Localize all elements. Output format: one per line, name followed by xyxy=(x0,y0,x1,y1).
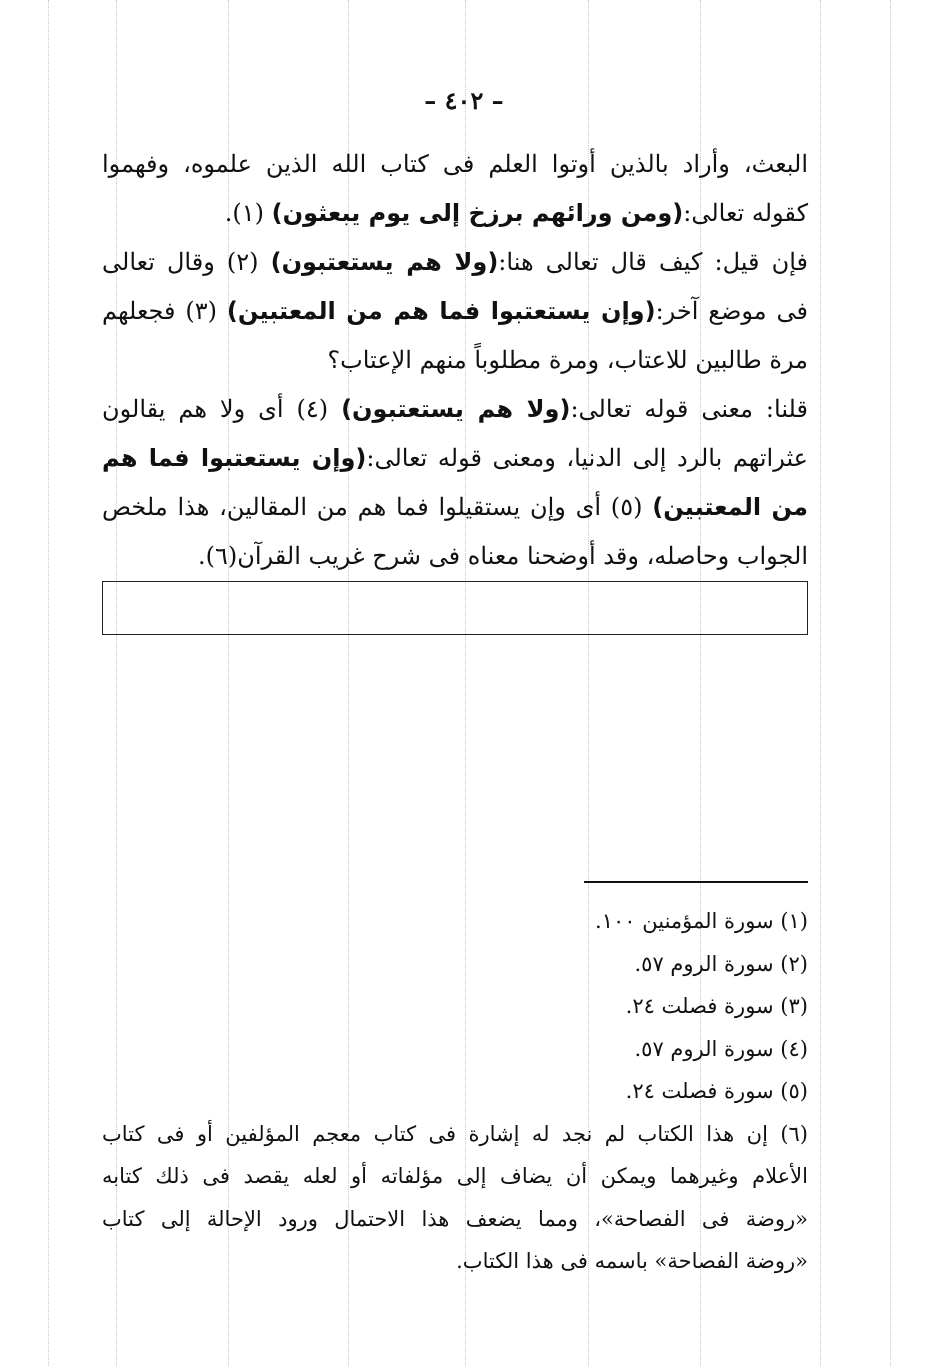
text-line xyxy=(102,532,808,581)
text-span: مرة طالبين للاعتاب، ومرة مطلوباً منهم الإعتاب؟ xyxy=(327,346,808,374)
quran-verse: (ومن ورائهم برزخ إلى يوم يبعثون) xyxy=(271,199,684,227)
text-line xyxy=(102,140,808,189)
text-span: (٤) أى ولا هم يقالون xyxy=(102,395,329,423)
text-span: (٣) فجعلهم xyxy=(102,297,218,325)
footnote-continued: «روضة الفصاحة» باسمه فى هذا الكتاب. xyxy=(456,1249,808,1273)
text-line xyxy=(102,385,808,434)
text-line xyxy=(102,434,808,483)
text-span: (٥) أى وإن يستقيلوا فما هم من المقالين، هذا ملخص xyxy=(102,493,643,521)
text-line xyxy=(102,189,808,238)
main-text xyxy=(102,140,808,581)
text-span: فإن قيل: كيف قال تعالى هنا: xyxy=(498,248,808,276)
page-number: – ٤٠٢ – xyxy=(424,86,504,115)
quran-verse: من المعتبين) xyxy=(652,493,808,521)
text-span: كقوله تعالى: xyxy=(683,199,808,227)
text-span: الجواب وحاصله، وقد أوضحنا معناه فى شرح غريب القرآن(٦). xyxy=(197,542,808,570)
footnote: (٣) سورة فصلت ٢٤. xyxy=(625,994,808,1018)
text-span: (٢) وقال تعالى xyxy=(102,248,259,276)
text-span: البعث، وأراد بالذين أوتوا العلم فى كتاب الله الذين علموه، وفهموا xyxy=(102,150,808,178)
scan-guide-line xyxy=(48,0,49,1366)
quran-verse: (ولا هم يستعتبون) xyxy=(341,395,571,423)
quran-verse: (وإن يستعتبوا فما هم xyxy=(102,444,367,472)
quran-verse: (وإن يستعتبوا فما هم من المعتبين) xyxy=(226,297,656,325)
text-line xyxy=(102,483,808,532)
footnote-separator xyxy=(584,881,808,883)
footnote: (١) سورة المؤمنين ١٠٠. xyxy=(595,909,808,933)
text-line xyxy=(102,238,808,287)
text-span: عثراتهم بالرد إلى الدنيا، ومعنى قوله تعالى: xyxy=(366,444,809,472)
quran-verse: (ولا هم يستعتبون) xyxy=(270,248,499,276)
text-span: (١). xyxy=(224,199,264,227)
empty-box xyxy=(102,581,808,635)
footnote: (٥) سورة فصلت ٢٤. xyxy=(625,1079,808,1103)
footnote: (٤) سورة الروم ٥٧. xyxy=(634,1036,808,1061)
text-line xyxy=(102,336,808,385)
footnote-continued: الأعلام وغيرهما ويمكن أن يضاف إلى مؤلفاته أو لعله يقصد فى ذلك كتابه xyxy=(102,1164,808,1188)
footnote: (٦) إن هذا الكتاب لم نجد له إشارة فى كتاب معجم المؤلفين أو فى كتاب xyxy=(102,1121,808,1146)
scan-guide-line xyxy=(820,0,821,1366)
footnote-continued: «روضة فى الفصاحة»، ومما يضعف هذا الاحتمال ورود الإحالة إلى كتاب xyxy=(102,1206,808,1231)
text-span: قلنا: معنى قوله تعالى: xyxy=(570,395,808,423)
text-span: فى موضع آخر: xyxy=(655,297,808,325)
text-line xyxy=(102,287,808,336)
footnote: (٢) سورة الروم ٥٧. xyxy=(634,951,808,976)
scan-guide-line xyxy=(890,0,891,1366)
footnotes xyxy=(102,900,808,1283)
